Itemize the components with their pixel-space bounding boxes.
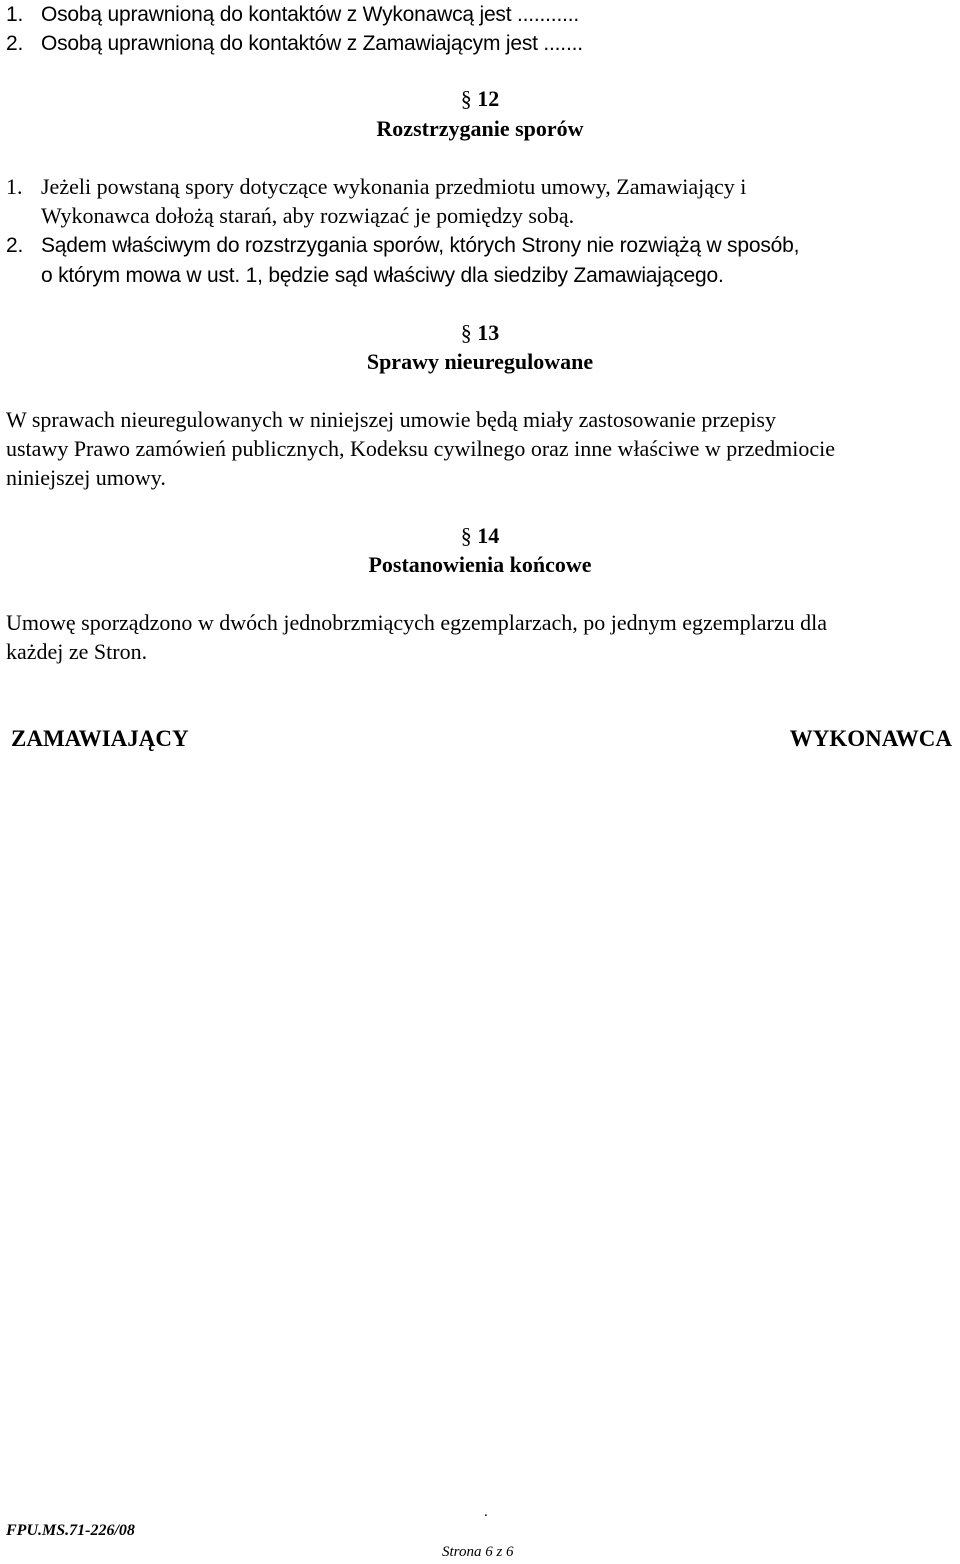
- section-12-number: 12: [477, 86, 500, 111]
- section-12-item-2-text-2: o którym mowa w ust. 1, będzie sąd właściwy dla siedziby Zamawiającego.: [41, 264, 724, 287]
- section-13-paragraph-line-3: niniejszej umowy.: [6, 465, 166, 490]
- section-13-paragraph-line-1: W sprawach nieuregulowanych w niniejszej umowie będą miały zastosowanie przepisy: [6, 407, 776, 432]
- section-12-title: Rozstrzyganie sporów: [376, 116, 584, 141]
- section-14-paragraph-line-1: Umowę sporządzono w dwóch jednobrzmiących egzemplarzach, po jednym egzemplarzu dla: [6, 610, 828, 635]
- section-12-item-1-text-1: Jeżeli powstaną spory dotyczące wykonania przedmiotu umowy, Zamawiający i: [41, 174, 747, 199]
- footer-page-number: Strona 6 z 6: [442, 1544, 514, 1560]
- section-12-item-1-number: 1.: [6, 174, 23, 199]
- section-13-heading: [0, 318, 960, 347]
- signature-left-label: ZAMAWIAJĄCY: [11, 726, 189, 751]
- section-13-title: Sprawy nieuregulowane: [366, 349, 594, 374]
- section-12-item-2-text-1: Sądem właściwym do rozstrzygania sporów, których Strony nie rozwiążą w sposób,: [41, 234, 800, 257]
- footer-dot: .: [484, 1504, 488, 1520]
- section-14-heading: [0, 521, 960, 550]
- section-13-number: 13: [477, 320, 500, 345]
- section-13-paragraph-line-2: ustawy Prawo zamówień publicznych, Kodeksu cywilnego oraz inne właściwe w przedmiocie: [6, 436, 836, 461]
- contact-item-2-text: Osobą uprawnioną do kontaktów z Zamawiającym jest .......: [41, 32, 583, 55]
- section-symbol: §: [460, 86, 472, 111]
- section-symbol: §: [460, 320, 472, 345]
- contact-item-1-text: Osobą uprawnioną do kontaktów z Wykonawcą jest ...........: [41, 3, 579, 26]
- contact-item-2-number: 2.: [6, 32, 24, 55]
- section-12-heading: [0, 84, 960, 113]
- section-14-number: 14: [477, 523, 500, 548]
- footer-document-code: FPU.MS.71-226/08: [6, 1522, 135, 1539]
- section-14-title: Postanowienia końcowe: [368, 552, 592, 577]
- signature-right-label: WYKONAWCA: [789, 726, 952, 751]
- contact-item-1-number: 1.: [6, 3, 24, 26]
- section-14-paragraph-line-2: każdej ze Stron.: [6, 639, 148, 664]
- section-symbol: §: [460, 523, 472, 548]
- section-12-item-1-text-2: Wykonawca dołożą starań, aby rozwiązać je pomiędzy sobą.: [41, 203, 575, 228]
- section-12-item-2-number: 2.: [6, 234, 24, 257]
